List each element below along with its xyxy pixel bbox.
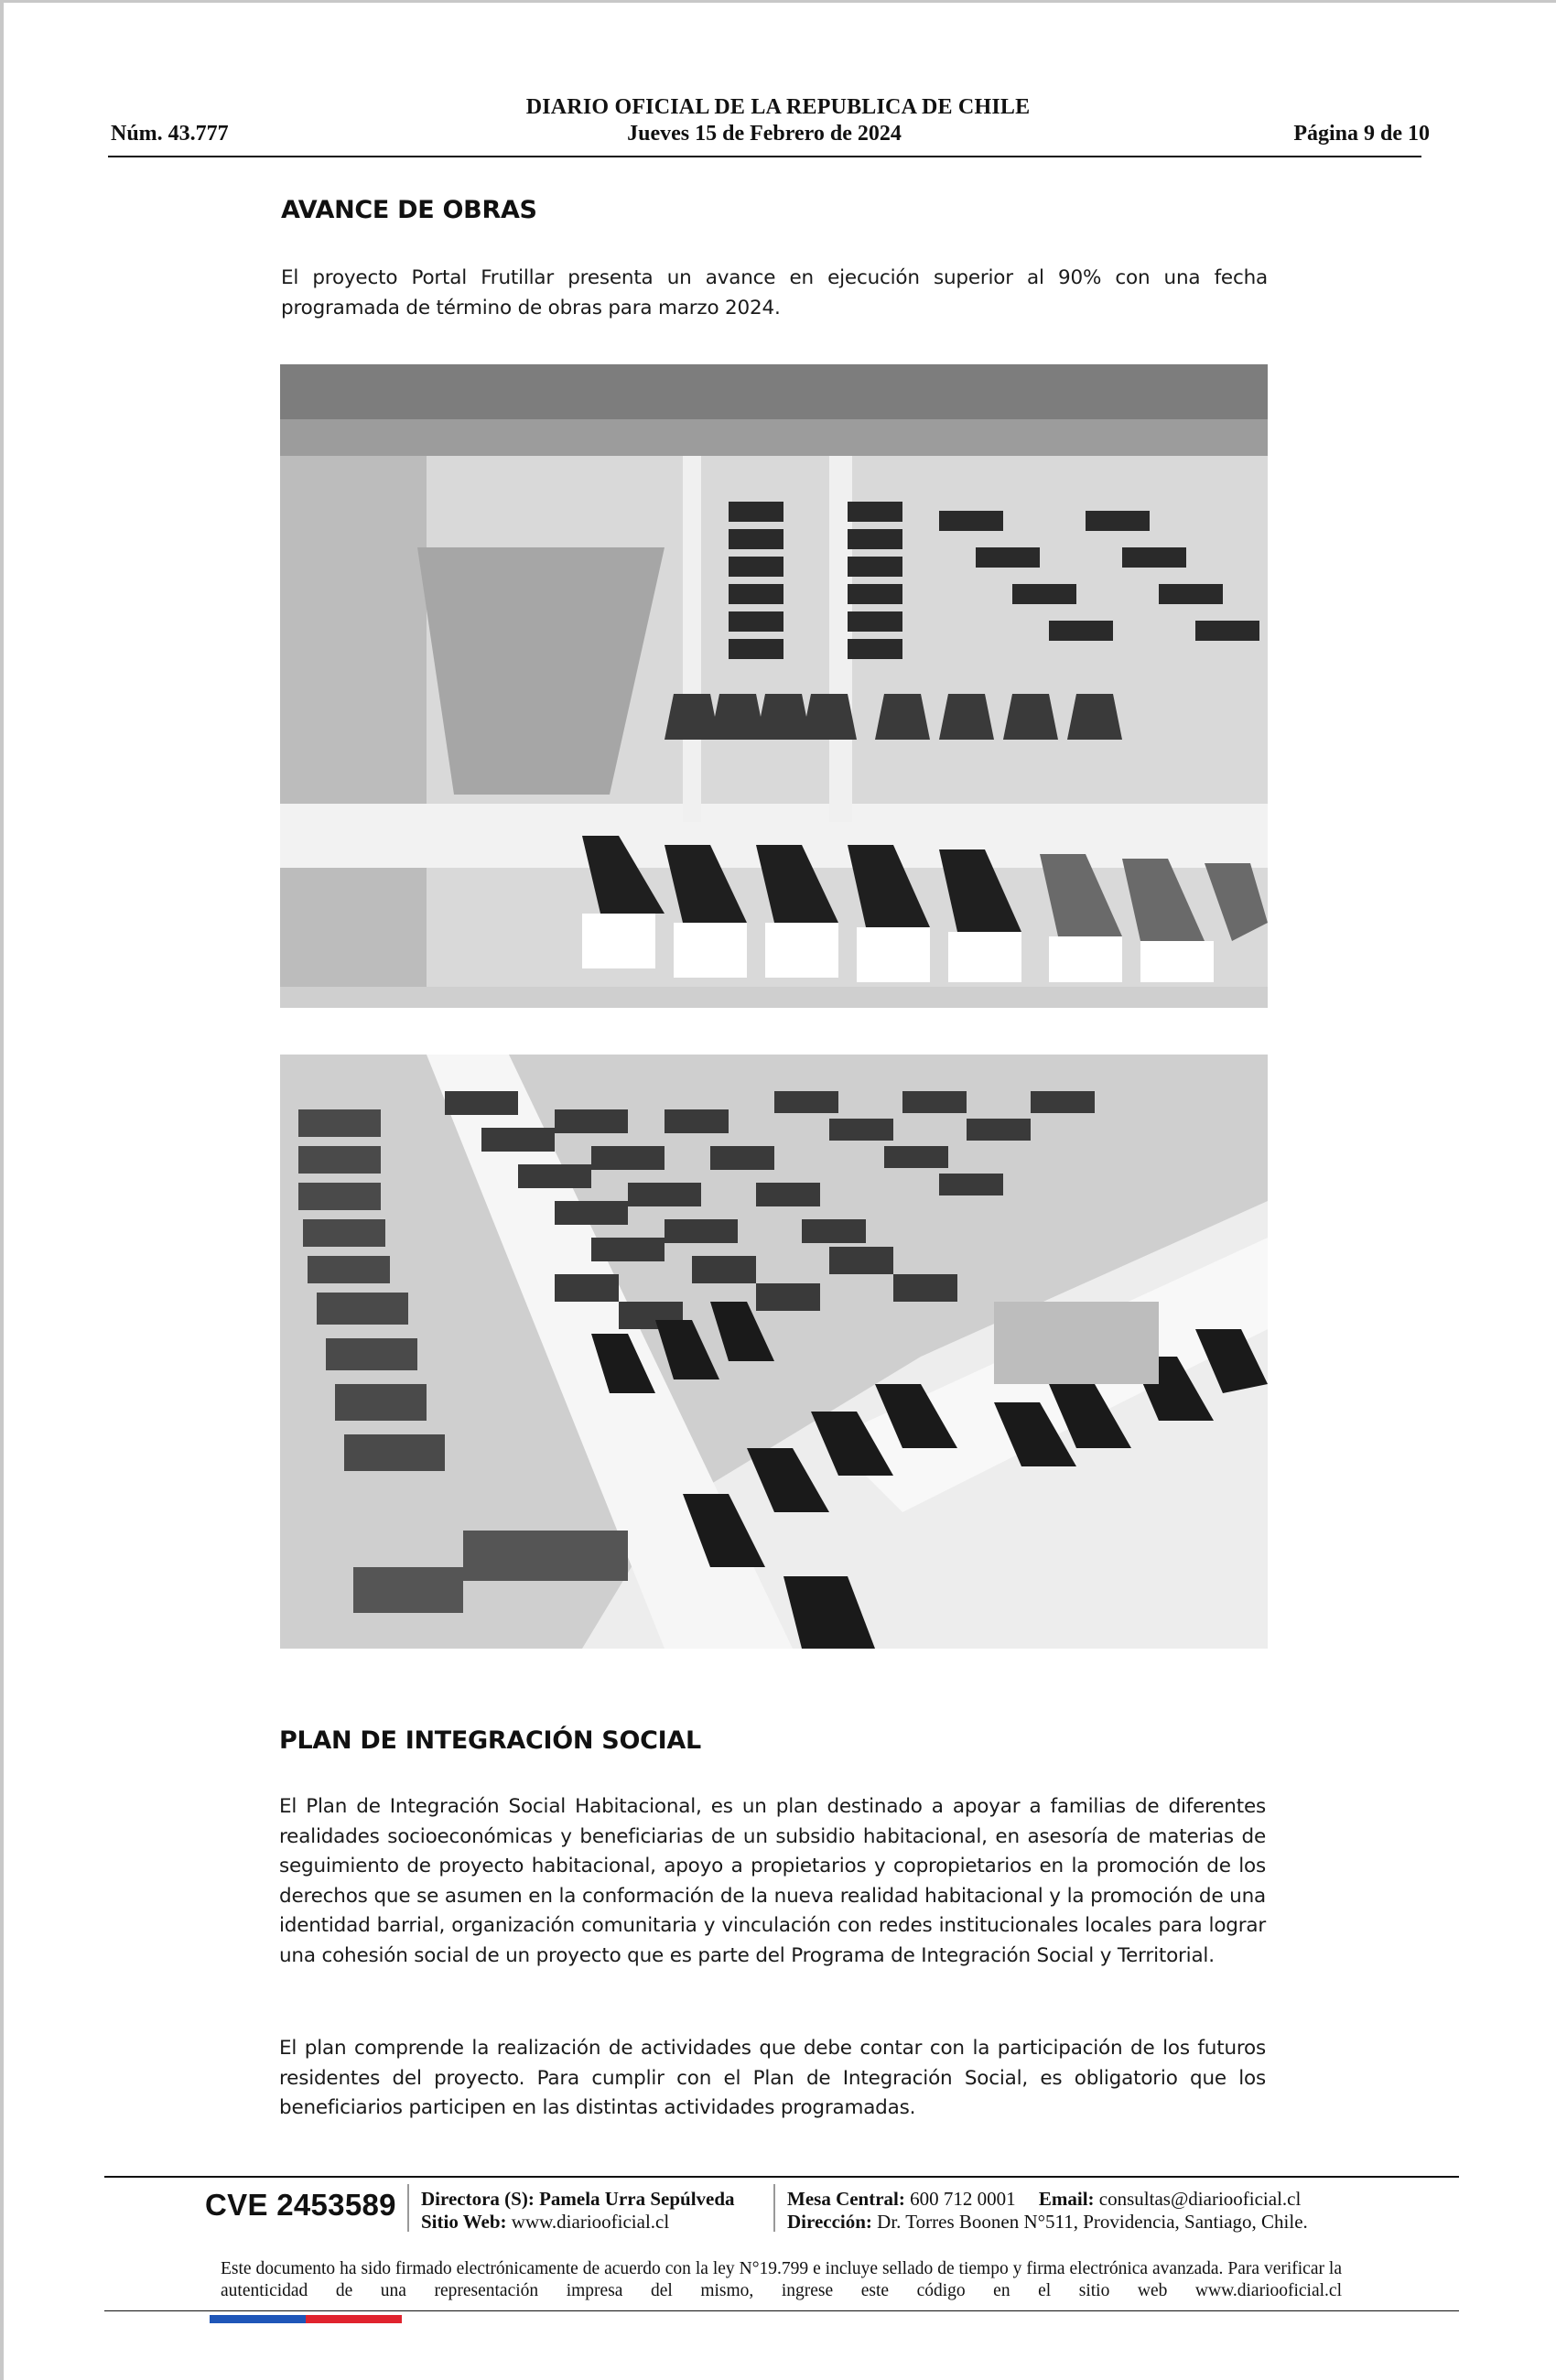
director-label: Directora (S):: [421, 2188, 535, 2210]
section-paragraph-plan-1: El Plan de Integración Social Habitacional, es un plan destinado a apoyar a familias de diferentes realidades socioeconómicas y beneficiarias de un subsidio habitacional, en asesoría de materias de seguimiento de proyecto habitacional, apoyo a propietarios y copropietarios en la promoción de los derechos que se asumen en la conformación de la nueva realidad habitacional y la promoción de una identidad barrial, organización comunitaria y vinculación con redes institucionales locales para lograr una cohesión social de un proyecto que es parte del Programa de Integración Social y Territorial.: [279, 1795, 1266, 1967]
photo-aerial-housing-2-drawing: [280, 1055, 1268, 1649]
issue-date: Jueves 15 de Febrero de 2024: [627, 122, 902, 146]
issue-number: Núm. 43.777: [111, 122, 229, 146]
footer-separator-2: [773, 2184, 775, 2232]
header-divider: [108, 156, 1421, 157]
email-link[interactable]: consultas@diariooficial.cl: [1098, 2188, 1302, 2210]
section-title-plan: PLAN DE INTEGRACIÓN SOCIAL: [279, 1726, 701, 1755]
cve-code: CVE 2453589: [205, 2188, 396, 2222]
page-edge-top: [0, 0, 1556, 3]
flag-stripe-red: [306, 2315, 402, 2323]
page-edge-left: [0, 0, 4, 2380]
footer-divider-bottom: [104, 2310, 1459, 2311]
section-title-avance: AVANCE DE OBRAS: [281, 196, 537, 224]
photo-aerial-housing-2: [280, 1055, 1268, 1649]
email-label: Email:: [1038, 2188, 1095, 2210]
director-name: Pamela Urra Sepúlveda: [539, 2188, 735, 2210]
flag-stripe-blue: [210, 2315, 306, 2323]
photo-aerial-housing-1: [280, 364, 1268, 1008]
phone-value: 600 712 0001: [910, 2188, 1016, 2210]
website-label: Sitio Web:: [421, 2211, 507, 2233]
website-link[interactable]: www.diariooficial.cl: [511, 2211, 670, 2233]
address-value: Dr. Torres Boonen N°511, Providencia, Santiago, Chile.: [877, 2211, 1308, 2233]
publication-title: DIARIO OFICIAL DE LA REPUBLICA DE CHILE: [525, 95, 1031, 119]
footer-separator-1: [407, 2184, 409, 2232]
footer-divider-top: [104, 2176, 1459, 2178]
footer-website: [421, 2211, 669, 2234]
footer-legal-note: Este documento ha sido firmado electrónicamente de acuerdo con la ley N°19.799 e incluye sellado de tiempo y firma electrónica avanzada. Para verificar la autenticidad de una representación impresa del mismo, ingrese este código en el sitio web www.diariooficial.cl: [221, 2259, 1342, 2300]
section-paragraph-plan-2: El plan comprende la realización de actividades que debe contar con la participación de los futuros residentes del proyecto. Para cumplir con el Plan de Integración Social, es obligatorio que los beneficiarios participen en las distintas actividades programadas.: [279, 2037, 1266, 2119]
address-label: Dirección:: [787, 2211, 872, 2233]
footer-contact: [787, 2188, 1301, 2211]
section-paragraph-avance: El proyecto Portal Frutillar presenta un avance en ejecución superior al 90% con una fecha programada de término de obras para marzo 2024.: [281, 266, 1268, 319]
page-number: Página 9 de 10: [1293, 122, 1430, 146]
footer-address: [787, 2211, 1308, 2234]
footer-director: [421, 2188, 735, 2211]
phone-label: Mesa Central:: [787, 2188, 905, 2210]
photo-aerial-housing-1-drawing: [280, 364, 1268, 1008]
